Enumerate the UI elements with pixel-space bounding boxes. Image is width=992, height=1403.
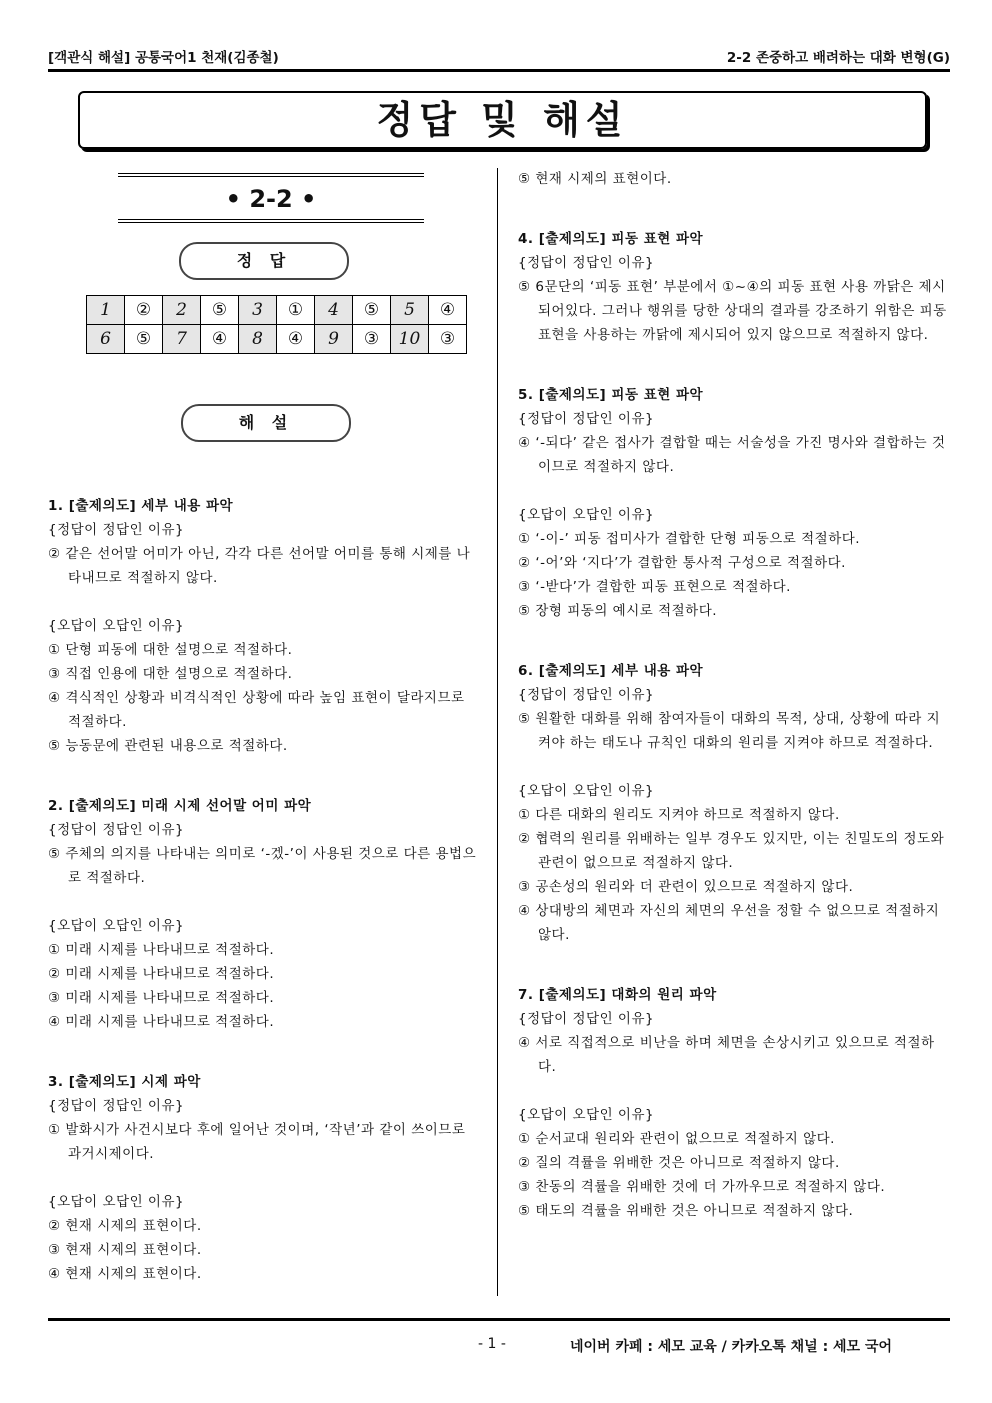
correct-reason: ② 같은 선어말 어미가 아닌, 각각 다른 선어말 어미를 통해 시제를 나타내므로 적절하지 않다. (48, 546, 471, 586)
q7-heading: 7. [출제의도] 대화의 원리 파악 (518, 987, 717, 1003)
wrong-reason: ⑤ 현재 시제의 표현이다. (518, 171, 672, 187)
q-number: 5 (391, 296, 429, 325)
wrong-reason: ④ 미래 시제를 나타내므로 적절하다. (48, 1014, 275, 1030)
answer-value: ⑤ (201, 296, 239, 325)
title-box (78, 91, 927, 149)
answer-value: ① (277, 296, 315, 325)
left-column (48, 494, 478, 1286)
wrong-label: {오답이 오답인 이유} (48, 1194, 185, 1210)
correct-label: {정답이 정답인 이유} (518, 687, 655, 703)
page-header (48, 44, 950, 66)
answer-row (87, 296, 467, 325)
wrong-label: {오답이 오답인 이유} (518, 783, 655, 799)
wrong-reason: ① 미래 시제를 나타내므로 적절하다. (48, 942, 275, 958)
q1-heading: 1. [출제의도] 세부 내용 파악 (48, 498, 234, 514)
wrong-reason: ① ‘-이-’ 피동 접미사가 결합한 단형 피동으로 적절하다. (518, 531, 861, 547)
wrong-reason: ④ 현재 시제의 표현이다. (48, 1266, 202, 1282)
correct-label: {정답이 정답인 이유} (48, 1098, 185, 1114)
wrong-reason: ④ 상대방의 체면과 자신의 체면의 우선을 정할 수 없으므로 적절하지 않다. (518, 903, 940, 943)
wrong-reason: ③ 찬동의 격률을 위배한 것에 더 가까우므로 적절하지 않다. (518, 1179, 886, 1195)
answer-value: ④ (201, 325, 239, 354)
correct-reason: ⑤ 6문단의 ‘피동 표현’ 부분에서 ①~④의 피동 표현 사용 까닭은 제시되어있다. 그러나 행위를 당한 상대의 결과를 강조하기 위함은 피동 표현을 사용하는 까닭에 제시되어 있지 않으므로 적절하지 않다. (518, 279, 947, 343)
correct-reason: ① 발화시가 사건시보다 후에 일어난 것이며, ‘작년’과 같이 쓰이므로 과거시제이다. (48, 1122, 466, 1162)
q-number: 9 (315, 325, 353, 354)
answer-label: 정 답 (179, 242, 349, 280)
answer-value: ④ (429, 296, 467, 325)
column-divider (497, 168, 498, 1296)
footer-brand: 네이버 카페 : 세모 교육 / 카카오톡 채널 : 세모 국어 (570, 1339, 893, 1355)
q-number: 6 (87, 325, 125, 354)
wrong-reason: ② 현재 시제의 표현이다. (48, 1218, 202, 1234)
wrong-reason: ③ 미래 시제를 나타내므로 적절하다. (48, 990, 275, 1006)
q6-heading: 6. [출제의도] 세부 내용 파악 (518, 663, 704, 679)
correct-reason: ⑤ 원활한 대화를 위해 참여자들이 대화의 목적, 상대, 상황에 따라 지켜야 하는 태도나 규칙인 대화의 원리를 지켜야 하므로 적절하다. (518, 711, 941, 751)
wrong-reason: ② 협력의 원리를 위배하는 일부 경우도 있지만, 이는 친밀도의 정도와 관련이 없으므로 적절하지 않다. (518, 831, 945, 871)
wrong-reason: ⑤ 태도의 격률을 위배한 것은 아니므로 적절하지 않다. (518, 1203, 854, 1219)
wrong-reason: ① 순서교대 원리와 관련이 없으므로 적절하지 않다. (518, 1131, 835, 1147)
section-number: • 2-2 • (225, 185, 317, 213)
wrong-reason: ③ ‘-받다’가 결합한 피동 표현으로 적절하다. (518, 579, 791, 595)
answer-value: ⑤ (353, 296, 391, 325)
wrong-label: {오답이 오답인 이유} (48, 918, 185, 934)
correct-reason: ④ ‘-되다’ 같은 접사가 결합할 때는 서술성을 가진 명사와 결합하는 것이므로 적절하지 않다. (518, 435, 946, 475)
header-rule (48, 69, 950, 72)
q-number: 7 (163, 325, 201, 354)
answer-value: ⑤ (125, 325, 163, 354)
q3-heading: 3. [출제의도] 시제 파악 (48, 1074, 201, 1090)
q-number: 1 (87, 296, 125, 325)
header-left: [객관식 해설] 공통국어1 천재(김종철) (48, 50, 279, 66)
wrong-reason: ② 질의 격률을 위배한 것은 아니므로 적절하지 않다. (518, 1155, 840, 1171)
correct-label: {정답이 정답인 이유} (48, 822, 185, 838)
q-number: 3 (239, 296, 277, 325)
wrong-reason: ① 다른 대화의 원리도 지켜야 하므로 적절하지 않다. (518, 807, 840, 823)
footer-rule (48, 1318, 950, 1321)
q-number: 4 (315, 296, 353, 325)
wrong-reason: ④ 격식적인 상황과 비격식적인 상황에 따라 높임 표현이 달라지므로 적절하다. (48, 690, 465, 730)
q5-heading: 5. [출제의도] 피동 표현 파악 (518, 387, 704, 403)
q-number: 2 (163, 296, 201, 325)
wrong-reason: ⑤ 능동문에 관련된 내용으로 적절하다. (48, 738, 288, 754)
header-right: 2-2 존중하고 배려하는 대화 변형(G) (726, 50, 950, 66)
correct-label: {정답이 정답인 이유} (48, 522, 185, 538)
q4-heading: 4. [출제의도] 피동 표현 파악 (518, 231, 704, 247)
answer-value: ④ (277, 325, 315, 354)
q2-heading: 2. [출제의도] 미래 시제 선어말 어미 파악 (48, 798, 312, 814)
q-number: 10 (391, 325, 429, 354)
wrong-reason: ③ 공손성의 원리와 더 관련이 있으므로 적절하지 않다. (518, 879, 854, 895)
q-number: 8 (239, 325, 277, 354)
correct-reason: ⑤ 주체의 의지를 나타내는 의미로 ‘-겠-’이 사용된 것으로 다른 용법으로 적절하다. (48, 846, 477, 886)
answer-value: ③ (429, 325, 467, 354)
wrong-reason: ③ 현재 시제의 표현이다. (48, 1242, 202, 1258)
wrong-reason: ③ 직접 인용에 대한 설명으로 적절하다. (48, 666, 293, 682)
page-number: - 1 - (478, 1336, 506, 1352)
wrong-label: {오답이 오답인 이유} (518, 1107, 655, 1123)
answer-table (86, 295, 467, 354)
correct-label: {정답이 정답인 이유} (518, 411, 655, 427)
page-title: 정답 및 해설 (376, 98, 629, 142)
wrong-reason: ⑤ 장형 피동의 예시로 적절하다. (518, 603, 718, 619)
wrong-reason: ① 단형 피동에 대한 설명으로 적절하다. (48, 642, 293, 658)
right-column (518, 167, 950, 1223)
answer-row (87, 325, 467, 354)
wrong-label: {오답이 오답인 이유} (518, 507, 655, 523)
correct-reason: ④ 서로 직접적으로 비난을 하며 체면을 손상시키고 있으므로 적절하다. (518, 1035, 935, 1075)
correct-label: {정답이 정답인 이유} (518, 255, 655, 271)
correct-label: {정답이 정답인 이유} (518, 1011, 655, 1027)
wrong-reason: ② 미래 시제를 나타내므로 적절하다. (48, 966, 275, 982)
wrong-reason: ② ‘-어’와 ‘지다’가 결합한 통사적 구성으로 적절하다. (518, 555, 846, 571)
explain-label: 해 설 (181, 404, 351, 442)
section-marker (118, 173, 424, 225)
wrong-label: {오답이 오답인 이유} (48, 618, 185, 634)
answer-value: ② (125, 296, 163, 325)
answer-value: ③ (353, 325, 391, 354)
